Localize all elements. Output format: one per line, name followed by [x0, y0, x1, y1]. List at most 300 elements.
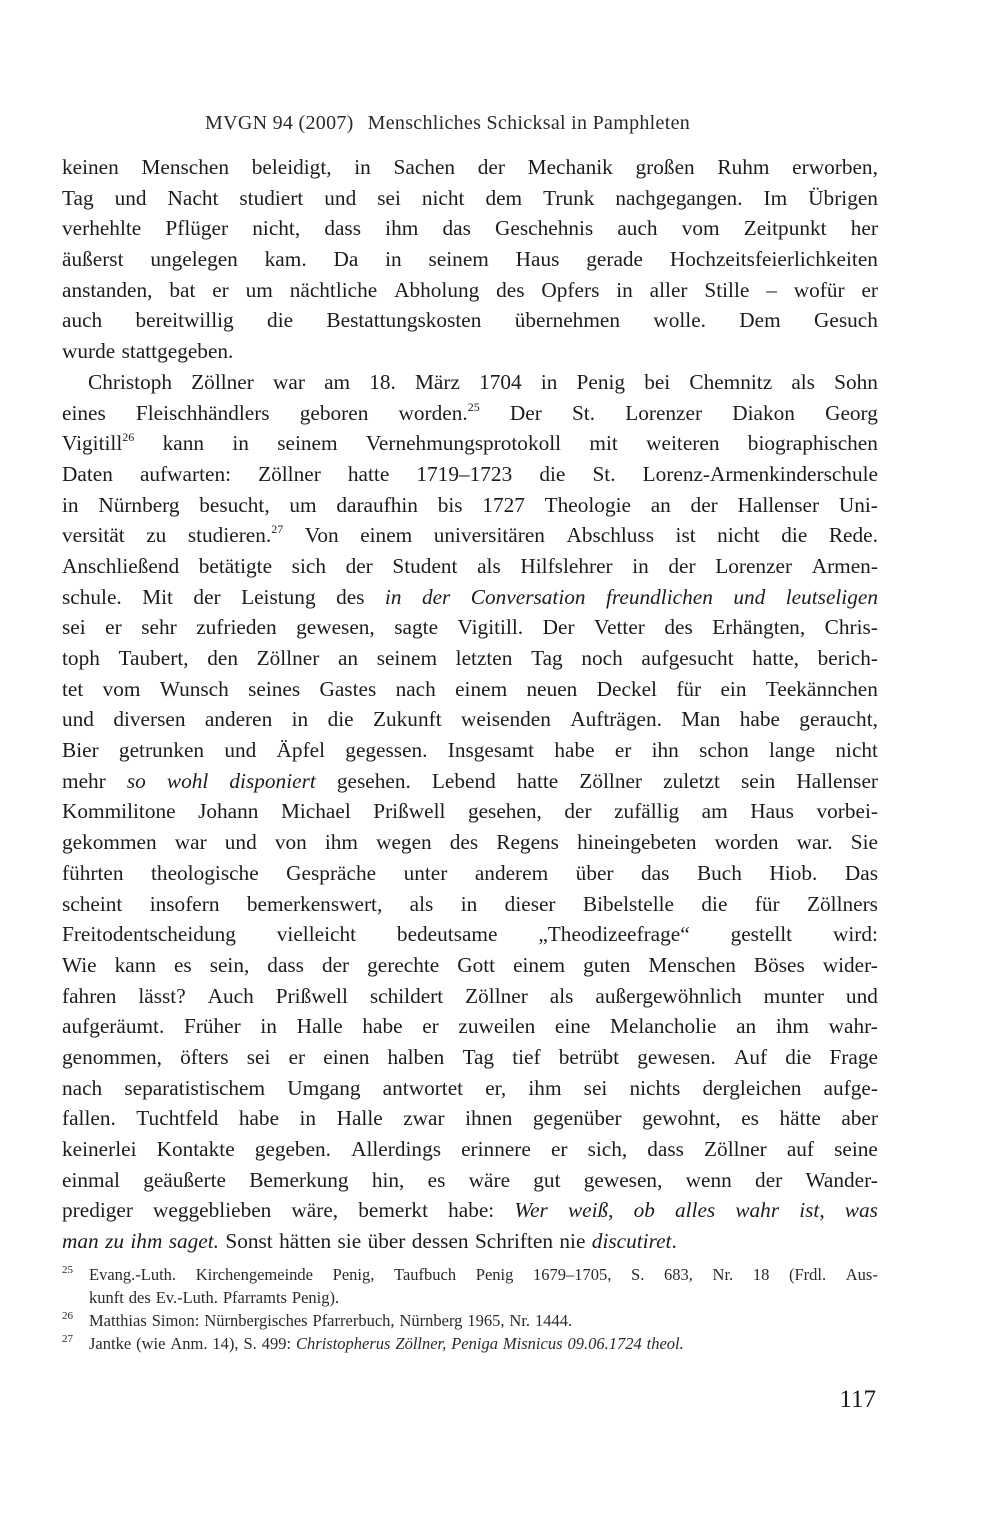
word: dessen [411, 1229, 469, 1254]
word: ist, [799, 1198, 825, 1223]
word: wegen [376, 830, 432, 855]
word: ihm [385, 216, 419, 241]
word: sein [740, 768, 776, 793]
word: sein, [209, 952, 250, 977]
word: von [274, 830, 307, 855]
word: bemerkenswert, [246, 891, 383, 916]
word: der [564, 799, 592, 824]
word: versität [62, 523, 125, 548]
word: geraucht, [799, 707, 878, 732]
word: sehr [141, 615, 177, 640]
word: Anschließend [62, 553, 180, 578]
word: äußerst [62, 247, 124, 272]
word: Hochzeitsfeierlichkeiten [669, 247, 878, 272]
word: erinnere [461, 1137, 531, 1161]
word: getrunken [118, 738, 205, 763]
word: aller [649, 277, 688, 302]
word: Gott [457, 952, 496, 977]
word: Leistung [241, 584, 316, 609]
word: Nürnbergisches [204, 1311, 308, 1330]
word: bat [169, 277, 196, 302]
word: Tag [62, 185, 94, 210]
word: Wander- [805, 1167, 878, 1192]
word: Kontakte [156, 1137, 235, 1161]
word: Da [333, 247, 359, 272]
word: Zöllner [256, 646, 320, 670]
word: „Theodizeefrage“ [538, 922, 690, 947]
word: – [766, 277, 777, 302]
footnote-line [89, 1286, 878, 1309]
word: prediger [62, 1198, 133, 1223]
word: wäre [468, 1167, 511, 1192]
text-line [62, 520, 878, 551]
word: des [336, 584, 365, 609]
word: halben [387, 1044, 445, 1069]
word: war. [796, 830, 833, 855]
text-line [62, 582, 878, 613]
word: eine [554, 1014, 591, 1039]
text-line [62, 1165, 878, 1196]
word: Hilfslehrer [520, 553, 613, 578]
word: gerechte [367, 952, 440, 977]
word: Früher [183, 1014, 241, 1039]
text-line [62, 336, 878, 367]
word: 14), [212, 1334, 239, 1353]
word: der [321, 952, 350, 977]
word: scheint [62, 891, 123, 916]
word: an [337, 646, 359, 670]
word: verhehlte [62, 216, 142, 241]
word: Teekännchen [765, 676, 878, 701]
word: Aufträgen. [570, 707, 662, 732]
footnote-line [89, 1263, 878, 1286]
word: Buch [696, 860, 742, 885]
word: und [114, 185, 147, 210]
word: als [409, 891, 434, 916]
word: hatte [347, 461, 390, 486]
text-line [62, 152, 878, 183]
word: gewohnt, [642, 1106, 721, 1131]
word: freundlichen [606, 584, 713, 609]
word: Nürnberg [98, 492, 180, 517]
word: Chemnitz [689, 369, 773, 394]
word: Penig [576, 369, 626, 394]
word: bis [437, 492, 463, 517]
word: aufwarten: [139, 461, 232, 486]
word: aufgesucht [641, 646, 734, 670]
word: sei [583, 1075, 608, 1100]
running-head-title: Menschliches Schicksal in Pamphleten [367, 112, 691, 134]
word: Ev.-Luth. [155, 1288, 218, 1307]
word: diversen [113, 707, 186, 732]
word: gegenüber [532, 1106, 622, 1131]
word: Böses [753, 952, 805, 977]
word: Theologie [544, 492, 631, 517]
text-line [62, 981, 878, 1012]
word: sei [377, 185, 401, 210]
word: Trunk [543, 185, 595, 210]
running-head-journal: MVGN 94 (2007) [205, 112, 354, 134]
footnote-number: 27 [62, 1333, 73, 1345]
word: was [844, 1198, 878, 1223]
word: Taufbuch [394, 1265, 457, 1284]
footnote-reference: 26 [122, 430, 135, 445]
word: Lebend [431, 768, 496, 793]
word: und [224, 830, 257, 855]
word: wider- [822, 952, 878, 977]
word: Sachen [393, 155, 456, 179]
word: letzten [455, 646, 513, 670]
word: weiß, [567, 1198, 614, 1223]
word: und [62, 707, 94, 732]
word: ein [720, 676, 747, 701]
footnote-line [89, 1309, 878, 1332]
word: biographischen [747, 431, 878, 456]
word: Hiob. [769, 860, 818, 885]
word: St. [571, 400, 596, 425]
word: ihm [528, 1075, 562, 1100]
word: Erhängten, [712, 615, 806, 640]
word: Man [681, 707, 721, 732]
running-head [205, 112, 785, 135]
word: Misnicus [502, 1334, 563, 1353]
word: weiteren [646, 431, 720, 456]
word: beleidigt, [251, 155, 332, 179]
word: Deckel [596, 676, 657, 701]
text-line [62, 183, 878, 214]
word: sich [291, 553, 326, 578]
word: wurde [62, 339, 116, 364]
word: Haus [750, 799, 794, 824]
text-line [62, 1134, 878, 1165]
word: Diakon [732, 400, 795, 425]
word: führten [62, 860, 124, 885]
word: nichts [629, 1075, 681, 1100]
word: Melancholie [610, 1014, 717, 1039]
word: genommen, [62, 1044, 162, 1069]
word: als [791, 369, 815, 394]
word: gekommen [62, 830, 157, 855]
word: in [384, 584, 402, 609]
word: seines [248, 676, 301, 701]
word: Student [392, 553, 458, 578]
footnote-reference: 25 [467, 399, 480, 414]
word: hineingebeten [577, 830, 697, 855]
word: Insgesamt [447, 738, 535, 763]
word: studieren.$^{27}$ [187, 522, 284, 548]
word: Jantke [89, 1334, 132, 1353]
word: und [845, 983, 878, 1008]
word: habe: [448, 1198, 495, 1223]
word: der [668, 553, 696, 578]
word: Uni- [838, 492, 878, 517]
word: Bestattungskosten [326, 308, 482, 333]
word: Penig). [291, 1288, 340, 1307]
word: für [754, 891, 780, 916]
word: am [701, 799, 728, 824]
word: gewesen, [296, 615, 375, 640]
word: Zöllner [258, 461, 321, 486]
word: Wer [514, 1198, 548, 1223]
word: der [477, 155, 505, 179]
word: Georg [825, 400, 878, 425]
word: Pfarramts [222, 1288, 287, 1307]
text-line [62, 305, 878, 336]
text-line [62, 674, 878, 705]
word: und [224, 738, 257, 763]
text-line [62, 1195, 878, 1226]
word: ihn [651, 738, 679, 763]
word: in [385, 247, 402, 272]
word: Mechanik [527, 155, 613, 179]
word: der [755, 1167, 783, 1192]
word: Hallenser [737, 492, 820, 517]
word: es [173, 952, 192, 977]
text-line [62, 735, 878, 766]
word: Bier [62, 738, 99, 763]
word: der [193, 584, 221, 609]
word: kann [114, 952, 156, 977]
word: Geschehnis [495, 216, 594, 241]
word: der [345, 553, 373, 578]
word: 1727 [482, 492, 525, 517]
word: tet [62, 676, 84, 701]
word: Kirchengemeinde [195, 1265, 313, 1284]
page-number: 117 [839, 1386, 876, 1413]
word: Das [844, 860, 878, 885]
word: gewesen, [583, 1167, 663, 1192]
word: Nacht [167, 185, 219, 210]
word: hatte [516, 768, 559, 793]
word: nachgegangen. [615, 185, 743, 210]
word: Nr. [712, 1265, 734, 1284]
word: übernehmen [514, 308, 620, 333]
word: wahr- [828, 1014, 878, 1039]
footnote-number: 25 [62, 1264, 73, 1276]
word: 499: [261, 1334, 292, 1353]
word: saget. [168, 1229, 219, 1254]
word: Opfers [541, 277, 600, 302]
word: Der [542, 615, 575, 640]
word: dem [485, 185, 523, 210]
text-line [62, 1011, 878, 1042]
word: keinen [62, 155, 119, 179]
word: Prißwell [275, 983, 348, 1008]
word: Conversation [470, 584, 586, 609]
word: des [449, 830, 479, 855]
word: Menschen [648, 952, 736, 977]
word: 1965, [467, 1311, 505, 1330]
word: antwortet [382, 1075, 464, 1100]
word: habe [554, 738, 595, 763]
word: Prißwell [373, 799, 446, 824]
word: in [291, 707, 309, 732]
word: zuletzt [663, 768, 720, 793]
word: die [539, 461, 566, 486]
word: ihm [130, 1229, 163, 1254]
word: gesehen, [467, 799, 542, 824]
word: einem [455, 676, 508, 701]
text-line [62, 612, 878, 643]
word: am [324, 369, 351, 394]
word: Pfarrerbuch, [312, 1311, 395, 1330]
word: weggeblieben [153, 1198, 272, 1223]
word: mehr [62, 768, 106, 793]
word: der [690, 492, 718, 517]
word: auf [786, 1137, 815, 1161]
word: Äpfel [276, 738, 326, 763]
word: zwar [403, 1106, 445, 1131]
word: für [676, 676, 702, 701]
word: über [367, 1229, 406, 1254]
word: habe [238, 1106, 280, 1131]
word: es [427, 1167, 446, 1192]
word: Zöllner [465, 983, 528, 1008]
word: Nürnberg [399, 1311, 463, 1330]
word: Freitodentscheidung [62, 922, 236, 947]
word: habe [362, 1014, 403, 1039]
word: St. [592, 461, 616, 486]
word: war [174, 830, 207, 855]
word: schildert [369, 983, 444, 1008]
word: leutseligen [785, 584, 878, 609]
word: gut [533, 1167, 561, 1192]
word: des [664, 615, 693, 640]
word: er, [485, 1075, 507, 1100]
text-line [62, 950, 878, 981]
word: universitären [433, 523, 545, 548]
word: Schriften [474, 1229, 554, 1254]
word: zuweilen [458, 1014, 536, 1039]
word: Vigitill$^{26}$ [62, 430, 135, 456]
word: anderem [474, 860, 549, 885]
word: Abschluss [566, 523, 655, 548]
word: hin, [371, 1167, 405, 1192]
word: sie [337, 1229, 362, 1254]
text-line [62, 551, 878, 582]
word: an [650, 492, 671, 517]
word: lange [769, 738, 816, 763]
footnote-number [62, 1286, 89, 1309]
word: es [741, 1106, 759, 1131]
word: keinerlei [62, 1137, 137, 1161]
word: ihm [775, 1014, 809, 1039]
word: toph [62, 646, 100, 670]
word: Von [304, 523, 339, 548]
word: über [575, 860, 614, 885]
word: war [272, 369, 305, 394]
word: 09.06.1724 [567, 1334, 642, 1353]
word: geboren [299, 400, 369, 425]
word: zufällig [614, 799, 680, 824]
word: die [701, 891, 728, 916]
word: eines [62, 400, 106, 425]
word: in [232, 431, 249, 456]
footnote [62, 1309, 878, 1332]
word: Johann [198, 799, 259, 824]
word: 1704 [479, 369, 522, 394]
word: Zöllner [191, 369, 254, 394]
word: seinem [428, 247, 489, 272]
word: (wie [136, 1334, 166, 1353]
text-line [62, 1042, 878, 1073]
word: sei [246, 1044, 271, 1069]
word: separatistischem [124, 1075, 266, 1100]
word: seinem [376, 646, 438, 670]
word: gestellt [730, 922, 793, 947]
word: seinem [277, 431, 338, 456]
footnote-number: 26 [62, 1310, 73, 1322]
word: wenn [685, 1167, 732, 1192]
word: sagte [394, 615, 439, 640]
word: vielleicht [276, 922, 357, 947]
body-text [62, 152, 878, 1257]
word: Chris- [824, 615, 878, 640]
word: Tag [462, 1044, 495, 1069]
text-line [62, 766, 878, 797]
word: stattgegeben. [121, 339, 234, 364]
word: bedeutsame [396, 922, 498, 947]
word: theol. [646, 1334, 684, 1353]
word: nach [62, 1075, 103, 1100]
word: Lorenzer [715, 553, 793, 578]
word: unter [403, 860, 448, 885]
word: die [327, 707, 354, 732]
word: man [62, 1229, 99, 1254]
word: gerade [586, 247, 643, 272]
text-line [62, 367, 878, 398]
word: Armen- [811, 553, 878, 578]
word: Vernehmungsprotokoll [365, 431, 562, 456]
word: an [736, 1014, 757, 1039]
word: schon [699, 738, 749, 763]
word: Aus- [845, 1265, 878, 1284]
word: tief [512, 1044, 541, 1069]
word: Sohn [834, 369, 878, 394]
word: nicht [421, 185, 465, 210]
word: in [62, 492, 79, 517]
text-line [62, 459, 878, 490]
footnote [62, 1332, 878, 1355]
word: Haus [515, 247, 560, 272]
word: disponiert [229, 768, 316, 793]
word: Abholung [394, 277, 480, 302]
word: Der [509, 400, 542, 425]
word: sei [62, 615, 86, 640]
word: Vigitill. [457, 615, 524, 640]
word: lässt? [138, 983, 186, 1008]
word: Frage [829, 1044, 878, 1069]
word: ihnen [465, 1106, 513, 1131]
word: Evang.-Luth. [89, 1265, 177, 1284]
word: wäre, [291, 1198, 339, 1223]
word: und [733, 584, 766, 609]
word: in [616, 277, 633, 302]
word: nicht, [252, 216, 301, 241]
word: Zeitpunkt [743, 216, 827, 241]
word: er [861, 277, 878, 302]
word: betätigte [198, 553, 273, 578]
text-line [62, 1103, 878, 1134]
word: als [549, 983, 574, 1008]
word: Hallenser [796, 768, 878, 793]
word: theologische [151, 860, 259, 885]
word: als [477, 553, 501, 578]
text-line [62, 796, 878, 827]
word: einem [360, 523, 413, 548]
word: einen [323, 1044, 370, 1069]
word: auch [62, 308, 103, 333]
